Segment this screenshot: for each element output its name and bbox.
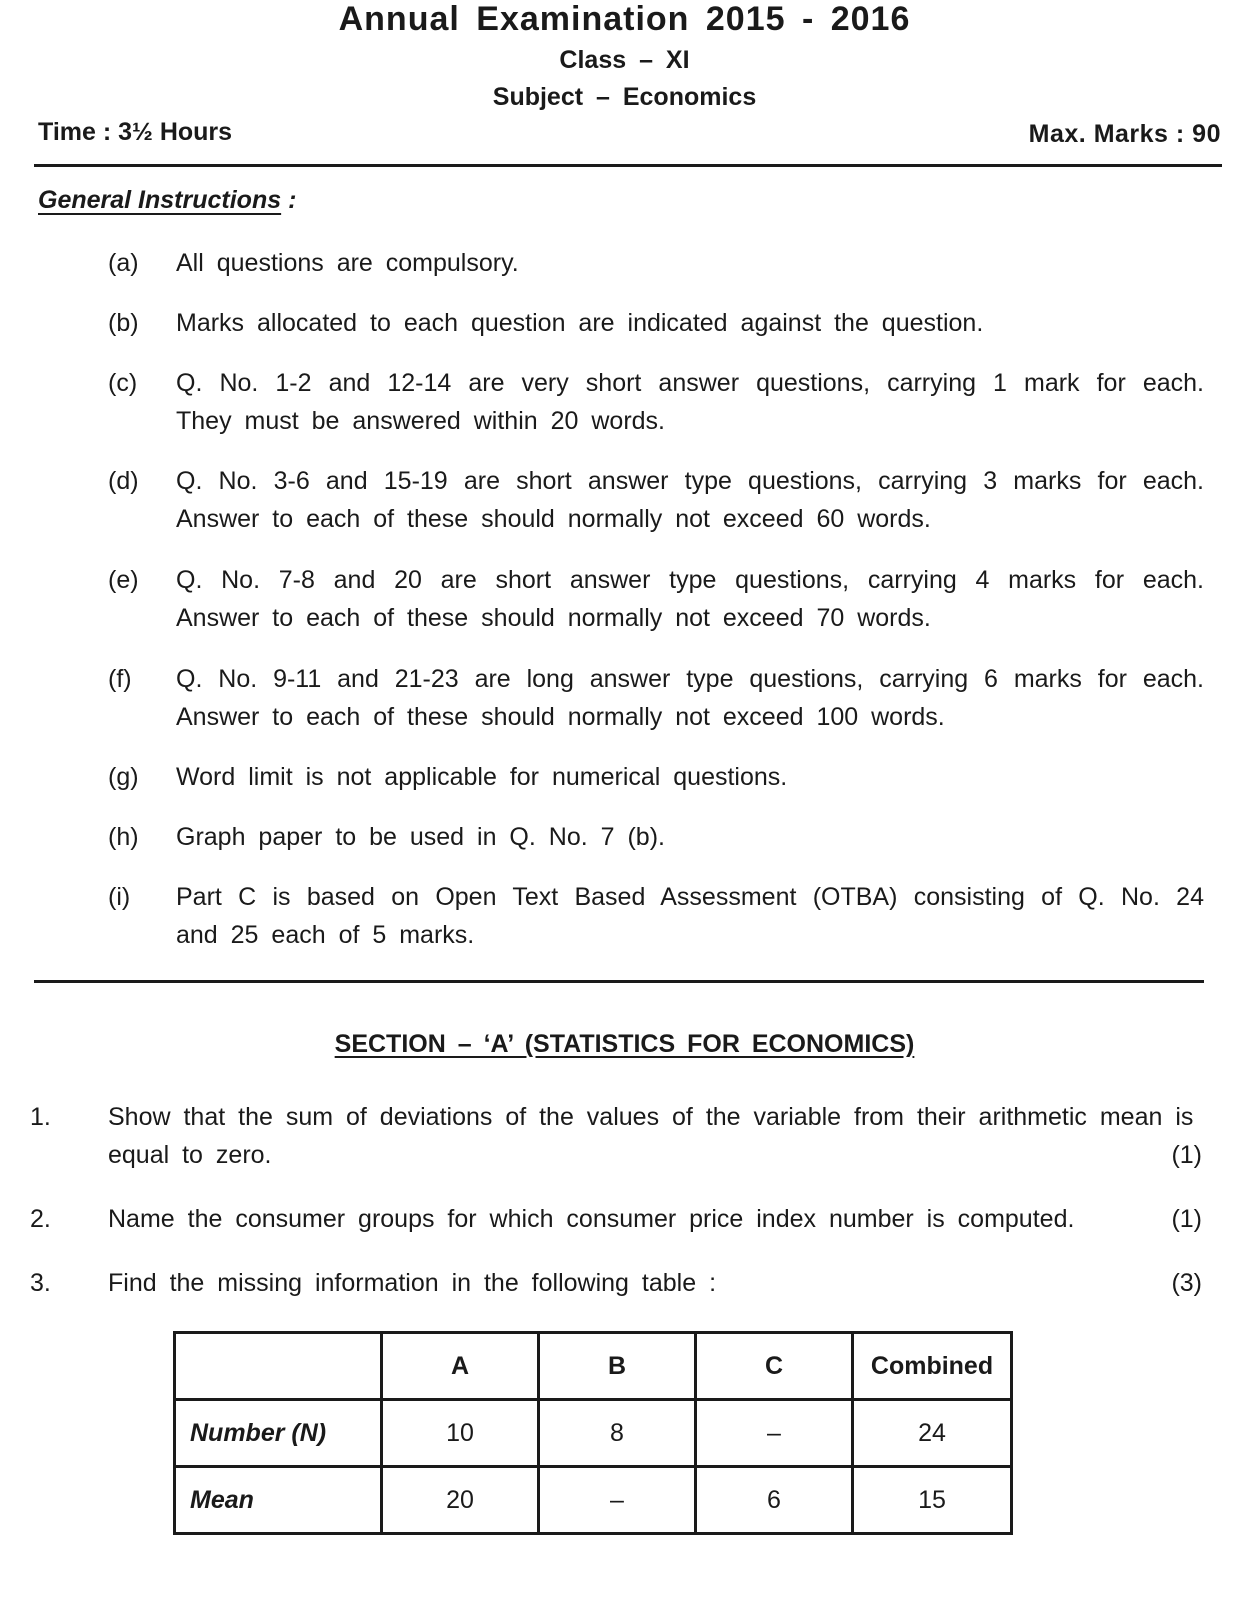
- missing-information-table: [173, 1331, 1013, 1535]
- instruction-text: Graph paper to be used in Q. No. 7 (b).: [176, 823, 665, 851]
- header-divider: [34, 164, 1222, 167]
- section-a-title: SECTION – ‘A’ (STATISTICS FOR ECONOMICS): [334, 1030, 915, 1058]
- question-item: [30, 1098, 1202, 1174]
- class-line: Class – XI: [559, 46, 690, 74]
- table-row: [175, 1467, 1012, 1534]
- instruction-item: [108, 364, 1204, 440]
- table-cell: –: [696, 1400, 853, 1467]
- instruction-item: [108, 818, 1204, 856]
- table-header-cell: A: [382, 1333, 539, 1400]
- question-item: [30, 1264, 1202, 1302]
- question-marks: (1): [1171, 1205, 1202, 1233]
- instruction-text: Marks allocated to each question are indicated against the question.: [176, 309, 984, 337]
- instruction-text: Q. No. 3-6 and 15-19 are short answer type questions, carrying 3 marks for each. Answer to each of these should normally not exceed 60 words.: [176, 467, 1204, 533]
- table-header-cell: [175, 1333, 382, 1400]
- table-cell: 10: [382, 1400, 539, 1467]
- general-instructions-colon: :: [288, 186, 297, 214]
- instruction-text: All questions are compulsory.: [176, 249, 519, 277]
- table-cell: 15: [853, 1467, 1012, 1534]
- question-marks: (1): [1171, 1141, 1202, 1169]
- time-allowed: Time : 3½ Hours: [38, 118, 233, 146]
- instruction-label: (f): [108, 665, 132, 693]
- table-cell: –: [539, 1467, 696, 1534]
- instruction-label: (g): [108, 763, 139, 791]
- instruction-item: [108, 878, 1204, 954]
- question-text: Find the missing information in the following table :: [108, 1269, 717, 1297]
- table-row-label: Mean: [175, 1467, 382, 1534]
- section-a-heading: [0, 1030, 1249, 1059]
- table-cell: 8: [539, 1400, 696, 1467]
- subject-line: Subject – Economics: [492, 83, 757, 111]
- general-instructions-title: General Instructions: [38, 186, 282, 214]
- instruction-label: (a): [108, 249, 139, 277]
- question-text: Show that the sum of deviations of the values of the variable from their arithmetic mean is equal to zero.: [108, 1103, 1194, 1169]
- table-cell: 24: [853, 1400, 1012, 1467]
- instruction-label: (i): [108, 883, 131, 911]
- table-header-cell: B: [539, 1333, 696, 1400]
- table-row: [175, 1400, 1012, 1467]
- instruction-item: [108, 462, 1204, 538]
- instruction-label: (b): [108, 309, 139, 337]
- instruction-item: [108, 304, 1204, 342]
- instruction-item: [108, 561, 1204, 637]
- instruction-text: Part C is based on Open Text Based Assessment (OTBA) consisting of Q. No. 24 and 25 each of 5 marks.: [176, 883, 1204, 949]
- instruction-text: Q. No. 9-11 and 21-23 are long answer type questions, carrying 6 marks for each. Answer to each of these should normally not exceed 100 words.: [176, 665, 1204, 731]
- instruction-text: Q. No. 7-8 and 20 are short answer type questions, carrying 4 marks for each. Answer to each of these should normally not exceed 70 words.: [176, 566, 1204, 632]
- table-header-row: [175, 1333, 1012, 1400]
- instruction-item: [108, 758, 1204, 796]
- exam-title: Annual Examination 2015 - 2016: [338, 0, 911, 38]
- instruction-item: [108, 244, 1204, 282]
- max-marks: Max. Marks : 90: [1028, 120, 1221, 148]
- table-cell: 6: [696, 1467, 853, 1534]
- table-cell: 20: [382, 1467, 539, 1534]
- instruction-text: Q. No. 1-2 and 12-14 are very short answer questions, carrying 1 mark for each. They must be answered within 20 words.: [176, 369, 1204, 435]
- instruction-label: (h): [108, 823, 139, 851]
- instruction-label: (c): [108, 369, 138, 397]
- instruction-label: (e): [108, 566, 139, 594]
- table-header-cell: C: [696, 1333, 853, 1400]
- instruction-item: [108, 660, 1204, 736]
- table-row-label: Number (N): [175, 1400, 382, 1467]
- question-text: Name the consumer groups for which consumer price index number is computed.: [108, 1205, 1075, 1233]
- instruction-label: (d): [108, 467, 139, 495]
- question-marks: (3): [1171, 1269, 1202, 1297]
- instructions-divider: [34, 980, 1204, 983]
- question-item: [30, 1200, 1202, 1238]
- question-number: 1.: [30, 1103, 51, 1131]
- general-instructions-heading: [38, 186, 296, 215]
- table-header-cell: Combined: [853, 1333, 1012, 1400]
- question-number: 3.: [30, 1269, 51, 1297]
- instruction-text: Word limit is not applicable for numerical questions.: [176, 763, 788, 791]
- question-number: 2.: [30, 1205, 51, 1233]
